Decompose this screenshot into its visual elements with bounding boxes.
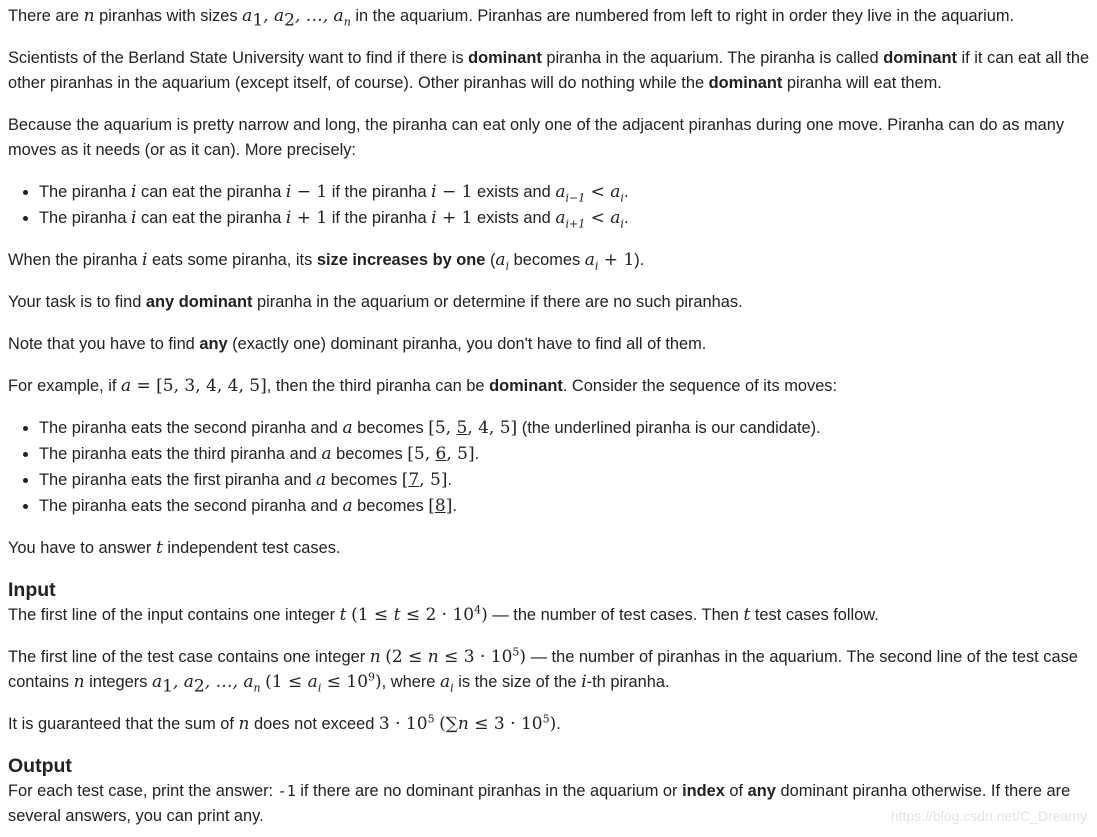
math-array: [5, 5, 4, 5]	[428, 418, 518, 438]
text: The piranha eats the second piranha and	[39, 419, 343, 437]
math-sequence: $a_1$, $a_2$, …, $a_n$	[151, 672, 261, 697]
text: For each test case, print the answer:	[8, 782, 278, 800]
text: can eat the piranha	[136, 183, 286, 201]
math-i: i	[141, 250, 148, 270]
math-i-plus-1: i + 1	[285, 208, 328, 228]
math-sum-expression: $(\sum n \le 3 \cdot 10^5)$	[439, 712, 557, 734]
math-i: i	[581, 672, 587, 692]
size-increase-paragraph	[8, 248, 1093, 273]
text: independent test cases.	[162, 539, 341, 557]
text: dominant piranha otherwise. If there are several answers, you can print any.	[8, 782, 1071, 825]
text: ).	[634, 251, 645, 269]
note-paragraph	[8, 332, 1093, 357]
math-a-i-plus-1: $a_i + 1$	[584, 250, 635, 273]
code-minus-one: -1	[277, 782, 296, 800]
math-a-i: $a_i$	[439, 672, 454, 695]
text: Note that you have to find	[8, 335, 200, 353]
math-i: i	[131, 182, 137, 202]
text: For example, if	[8, 377, 121, 395]
text: (	[485, 251, 496, 269]
math-i-minus-1: i − 1	[285, 182, 328, 202]
bold-dominant: dominant	[468, 49, 542, 67]
math-i: i	[131, 208, 137, 228]
math-n-bounds: $(2 \le n \le 3 \cdot 10^5)$	[385, 645, 527, 667]
math-n: n	[73, 672, 85, 692]
output-heading: Output	[8, 755, 72, 777]
bold-dominant: dominant	[489, 377, 563, 395]
text: The piranha	[39, 209, 132, 227]
math-example-array: a = [5, 3, 4, 4, 5]	[120, 376, 267, 396]
problem-statement	[8, 4, 1093, 829]
math-t: t	[743, 605, 751, 625]
bold-size-increase: size increases by one	[316, 251, 486, 269]
math-a-bounds: $(1 \le a_i \le 10^9)$	[265, 670, 382, 695]
moves-list	[8, 416, 1093, 519]
math-n: n	[369, 647, 381, 667]
list-item	[39, 416, 1093, 441]
math-array: [7, 5]	[401, 470, 448, 490]
math-i-minus-1: i − 1	[431, 182, 473, 202]
text: (the underlined piranha is our candidate).	[517, 419, 821, 437]
text: (exactly one) dominant piranha, you don't have to find all of them.	[227, 335, 707, 353]
list-item: • The piranha eats the first piranha and a becomes [7, 5].	[39, 468, 1093, 493]
math-a-i: $a_i$	[495, 250, 510, 273]
text: Scientists of the Berland State University want to find if there is	[8, 49, 469, 67]
text: The piranha	[39, 183, 132, 201]
bold-any: any	[747, 782, 776, 800]
example-paragraph	[8, 374, 1093, 399]
math-condition: $a_{i-1} < a_i$	[555, 182, 624, 205]
text: The first line of the test case contains one integer	[8, 648, 370, 666]
list-item: • The piranha i can eat the piranha i + 1 if the piranha i + 1 exists and $a_{i+1} < a_i$.	[39, 206, 1093, 231]
text: The piranha eats the second piranha and	[39, 497, 343, 515]
math-t-bounds: $(1 \le t \le 2 \cdot 10^4)$	[351, 603, 488, 625]
math-t: t	[155, 538, 163, 558]
bold-any-dominant: any dominant	[145, 293, 253, 311]
math-array: [5, 6, 5]	[407, 444, 475, 464]
text: It is guaranteed that the sum of	[8, 715, 239, 733]
text: does not exceed	[249, 715, 379, 733]
aquarium-paragraph: Because the aquarium is pretty narrow and long, the piranha can eat only one of the adjacent piranhas during one move. Piranha can do as many moves as it needs (or as it can). More precisely:	[8, 116, 1065, 159]
text: .	[556, 715, 561, 733]
text: if the piranha	[327, 183, 432, 201]
text: in the aquarium. Piranhas are numbered from left to right in order they live in the aquarium.	[350, 7, 1015, 25]
text: . Consider the sequence of its moves:	[562, 377, 838, 395]
text: , then the third piranha can be	[266, 377, 490, 395]
text: piranhas with sizes	[94, 7, 243, 25]
text: piranha in the aquarium. The piranha is called	[541, 49, 884, 67]
list-item: • The piranha eats the second piranha and a becomes [8].	[39, 494, 1093, 519]
text: , where	[381, 673, 440, 691]
text: becomes	[352, 497, 429, 515]
bold-dominant: dominant	[708, 74, 783, 92]
bold-any: any	[199, 335, 228, 353]
text: piranha will eat them.	[782, 74, 942, 92]
task-paragraph	[8, 290, 1093, 315]
text: becomes	[331, 445, 408, 463]
math-t: t	[339, 605, 347, 625]
text: The piranha eats the first piranha and	[39, 471, 316, 489]
math-array: [8]	[428, 496, 453, 516]
text: When the piranha	[8, 251, 142, 269]
math-n: n	[83, 6, 95, 26]
text: — the number of piranhas in the aquarium. The second line of the test case contains	[8, 648, 1078, 691]
input-line-2	[8, 645, 1093, 695]
text: becomes	[509, 251, 585, 269]
math-sequence: $a_1$, $a_2$, …, $a_n$	[242, 6, 351, 31]
text: integers	[84, 673, 152, 691]
text: Your task is to find	[8, 293, 146, 311]
list-item: • The piranha i can eat the piranha i − 1 if the piranha i − 1 exists and $a_{i-1} < a_i$.	[39, 180, 1093, 205]
math-a: a	[321, 444, 332, 464]
text: becomes	[352, 419, 429, 437]
list-item: • The piranha eats the third piranha and a becomes [5, 6, 5].	[39, 442, 1093, 467]
dominant-definition	[8, 46, 1093, 96]
bold-index: index	[682, 782, 725, 800]
text: exists and	[472, 209, 556, 227]
watermark: https://blog.csdn.net/C_Dreamy	[890, 808, 1087, 824]
text: The piranha eats the third piranha and	[39, 445, 322, 463]
text: piranha in the aquarium or determine if there are no such piranhas.	[252, 293, 743, 311]
text: You have to answer	[8, 539, 156, 557]
text: The first line of the input contains one integer	[8, 606, 340, 624]
input-heading: Input	[8, 579, 56, 601]
text: if the piranha	[327, 209, 432, 227]
input-line-1	[8, 603, 1093, 628]
text: is the size of the	[453, 673, 582, 691]
text: -th piranha.	[586, 673, 670, 691]
text: eats some piranha, its	[147, 251, 317, 269]
text: test cases follow.	[750, 606, 879, 624]
text: becomes	[326, 471, 402, 489]
test-cases-paragraph	[8, 536, 1093, 561]
text: can eat the piranha	[136, 209, 286, 227]
intro-paragraph	[8, 4, 1093, 29]
input-line-3	[8, 712, 1093, 737]
text: There are	[8, 7, 84, 25]
eat-rules-list	[8, 180, 1093, 231]
math-a: a	[316, 470, 327, 490]
math-a: a	[342, 496, 353, 516]
math-i-plus-1: i + 1	[431, 208, 473, 228]
math-a: a	[342, 418, 353, 438]
math-n: n	[238, 714, 250, 734]
text: of	[724, 782, 748, 800]
text: — the number of test cases. Then	[487, 606, 744, 624]
math-condition: $a_{i+1} < a_i$	[555, 208, 624, 231]
text: if there are no dominant piranhas in the aquarium or	[295, 782, 683, 800]
text: exists and	[472, 183, 556, 201]
math-sum-bound: $3 \cdot 10^5$	[378, 712, 435, 734]
bold-dominant: dominant	[883, 49, 957, 67]
text: if it can eat all the other piranhas in the aquarium (except itself, of course). Other piranhas will do nothing while the	[8, 49, 1090, 92]
